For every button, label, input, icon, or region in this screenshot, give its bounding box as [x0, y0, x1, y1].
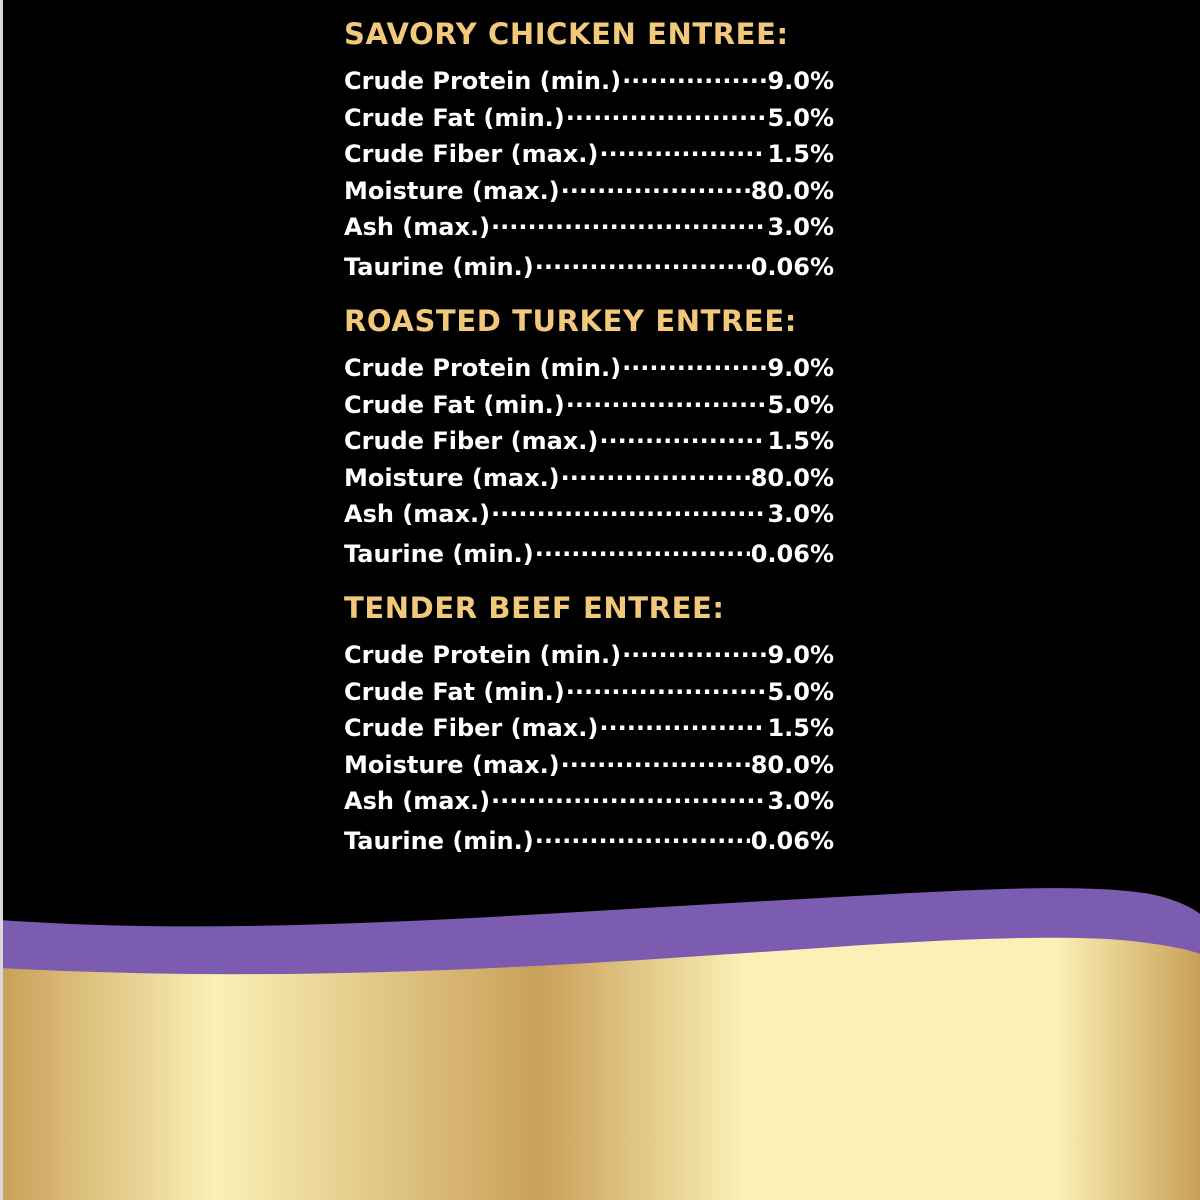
nutrient-list [344, 637, 844, 862]
nutrient-value: 80.0% [750, 750, 834, 779]
nutrient-row-crude-fiber [344, 710, 834, 747]
nutrient-label: Moisture (max.) [344, 750, 560, 779]
nutrient-label: Moisture (max.) [344, 463, 560, 492]
nutrient-row-crude-protein [344, 63, 834, 100]
nutrient-label: Ash (max.) [344, 213, 491, 241]
nutrient-row-moisture [344, 173, 834, 210]
dot-leader [491, 496, 766, 522]
nutrient-label: Taurine (min.) [344, 539, 534, 568]
nutrient-value: 5.0% [767, 390, 834, 419]
nutrient-list [344, 63, 844, 288]
nutrient-value: 0.06% [750, 826, 834, 855]
nutrient-row-crude-protein [344, 350, 834, 387]
dot-leader [622, 63, 766, 89]
nutrient-list [344, 350, 844, 575]
gold-wave-band [0, 938, 1200, 1200]
analysis-content [344, 14, 844, 862]
section-title: SAVORY CHICKEN ENTREE: [344, 17, 789, 51]
nutrient-label: Crude Protein (min.) [344, 641, 622, 669]
dot-leader [535, 536, 750, 562]
nutrient-row-ash [344, 496, 834, 536]
nutrient-row-crude-protein [344, 637, 834, 674]
dot-leader [622, 637, 766, 663]
nutrient-label: Taurine (min.) [344, 826, 534, 855]
nutrient-row-moisture [344, 747, 834, 784]
left-edge-border [0, 0, 3, 1200]
nutrient-value: 3.0% [767, 500, 834, 528]
nutrient-label: Crude Protein (min.) [344, 354, 622, 382]
nutrient-label: Crude Fat (min.) [344, 390, 565, 419]
nutrient-value: 3.0% [767, 213, 834, 241]
dot-leader [535, 823, 750, 849]
nutrient-row-crude-fat [344, 100, 834, 137]
nutrient-value: 1.5% [767, 427, 834, 455]
nutrient-row-taurine [344, 823, 834, 863]
nutrient-value: 1.5% [767, 140, 834, 168]
dot-leader [599, 710, 766, 736]
nutrient-row-moisture [344, 460, 834, 497]
nutrient-row-crude-fiber [344, 423, 834, 460]
nutrient-value: 0.06% [750, 539, 834, 568]
nutrient-row-crude-fiber [344, 136, 834, 173]
section-roasted-turkey [344, 301, 844, 575]
dot-leader [535, 249, 750, 275]
dot-leader [491, 783, 766, 809]
dot-leader [566, 100, 767, 126]
nutrient-label: Crude Fiber (max.) [344, 714, 599, 742]
nutrient-value: 1.5% [767, 714, 834, 742]
nutrient-label: Crude Fat (min.) [344, 103, 565, 132]
nutrient-value: 80.0% [750, 176, 834, 205]
nutrient-row-ash [344, 783, 834, 823]
nutrient-label: Crude Fiber (max.) [344, 427, 599, 455]
nutrient-label: Moisture (max.) [344, 176, 560, 205]
nutrient-value: 0.06% [750, 252, 834, 281]
nutrient-row-crude-fat [344, 387, 834, 424]
dot-leader [561, 460, 750, 486]
section-savory-chicken [344, 14, 844, 288]
section-title: ROASTED TURKEY ENTREE: [344, 304, 797, 338]
nutrient-label: Crude Fiber (max.) [344, 140, 599, 168]
nutrient-label: Crude Fat (min.) [344, 677, 565, 706]
dot-leader [599, 136, 766, 162]
nutrient-value: 80.0% [750, 463, 834, 492]
dot-leader [561, 747, 750, 773]
dot-leader [622, 350, 766, 376]
dot-leader [561, 173, 750, 199]
section-title: TENDER BEEF ENTREE: [344, 591, 725, 625]
nutrient-value: 3.0% [767, 787, 834, 815]
decorative-wave [0, 880, 1200, 1200]
nutrient-label: Ash (max.) [344, 500, 491, 528]
dot-leader [566, 387, 767, 413]
nutrient-row-taurine [344, 536, 834, 576]
dot-leader [491, 209, 766, 235]
nutrient-label: Crude Protein (min.) [344, 67, 622, 95]
nutrient-value: 9.0% [767, 67, 834, 95]
nutrient-value: 9.0% [767, 354, 834, 382]
nutrient-label: Taurine (min.) [344, 252, 534, 281]
dot-leader [599, 423, 766, 449]
nutrient-row-taurine [344, 249, 834, 289]
nutrient-row-crude-fat [344, 674, 834, 711]
nutrient-row-ash [344, 209, 834, 249]
dot-leader [566, 674, 767, 700]
nutrient-value: 9.0% [767, 641, 834, 669]
nutrient-value: 5.0% [767, 677, 834, 706]
section-tender-beef [344, 588, 844, 862]
nutrient-label: Ash (max.) [344, 787, 491, 815]
nutrient-value: 5.0% [767, 103, 834, 132]
